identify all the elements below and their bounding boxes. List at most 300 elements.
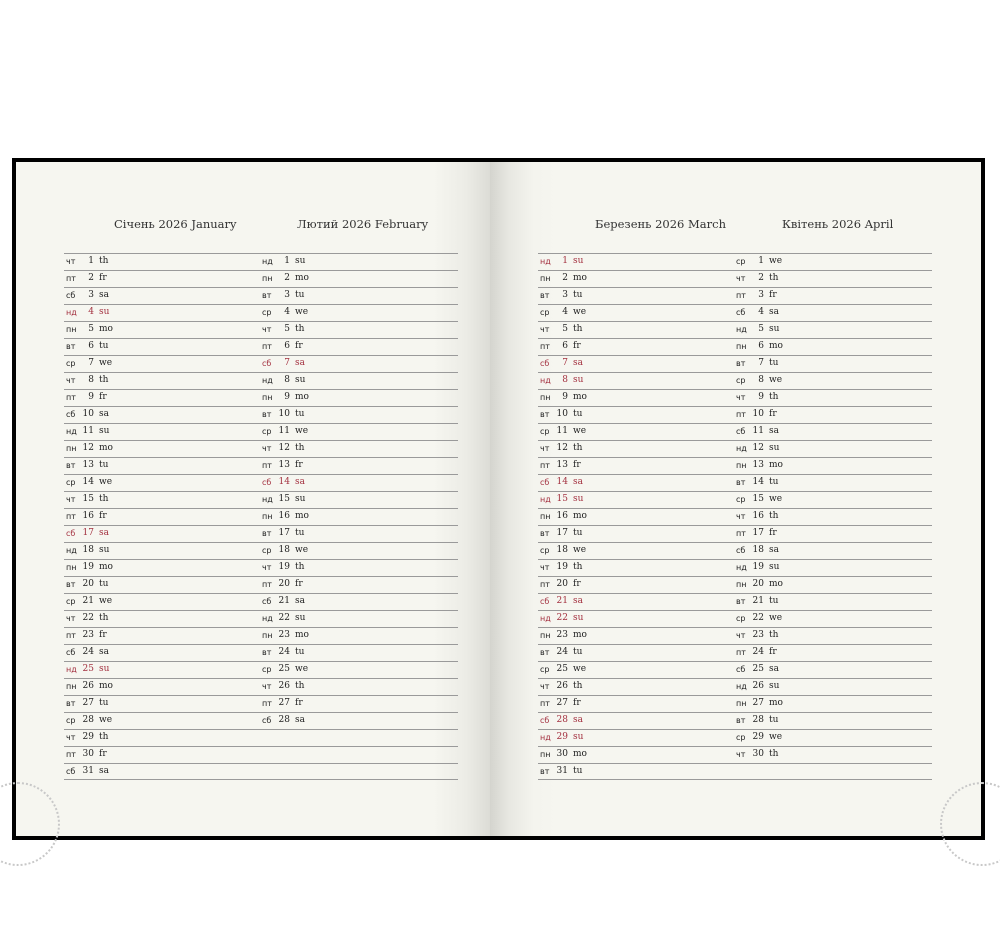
weekday-ukr: сб (262, 716, 272, 725)
day-number: 25 (82, 664, 94, 674)
day-row (538, 542, 736, 559)
day-row (260, 474, 458, 491)
weekday-ukr: вт (736, 597, 746, 606)
day-number: 17 (278, 528, 290, 538)
day-row (734, 695, 932, 712)
day-number: 28 (556, 715, 568, 725)
weekday-ukr: нд (66, 427, 77, 436)
weekday-eng: fr (769, 290, 777, 300)
day-number: 27 (82, 698, 94, 708)
weekday-eng: fr (99, 630, 107, 640)
weekday-ukr: пн (540, 512, 551, 521)
day-number: 6 (758, 341, 764, 351)
corner-pocket-decoration (0, 782, 60, 866)
weekday-eng: su (295, 375, 306, 385)
weekday-ukr: сб (66, 291, 76, 300)
weekday-ukr: пн (262, 631, 273, 640)
day-number: 11 (278, 426, 290, 436)
weekday-ukr: вт (66, 699, 76, 708)
day-row (260, 287, 458, 304)
day-row (64, 542, 262, 559)
weekday-ukr: пт (66, 274, 76, 283)
weekday-ukr: чт (540, 682, 550, 691)
weekday-eng: sa (573, 358, 583, 368)
weekday-eng: fr (295, 698, 303, 708)
day-row (64, 559, 262, 576)
day-row (734, 712, 932, 729)
weekday-eng: th (295, 562, 305, 572)
day-number: 21 (82, 596, 94, 606)
weekday-eng: we (295, 664, 309, 674)
weekday-ukr: сб (540, 716, 550, 725)
weekday-ukr: чт (540, 325, 550, 334)
weekday-eng: mo (573, 392, 587, 402)
day-number: 31 (82, 766, 94, 776)
day-row (734, 508, 932, 525)
day-number: 22 (278, 613, 290, 623)
weekday-eng: mo (295, 630, 309, 640)
day-number: 6 (88, 341, 94, 351)
day-number: 13 (82, 460, 94, 470)
weekday-ukr: пт (736, 410, 746, 419)
day-row (260, 372, 458, 389)
weekday-eng: tu (99, 579, 109, 589)
weekday-ukr: сб (540, 478, 550, 487)
weekday-eng: fr (573, 579, 581, 589)
day-row (64, 508, 262, 525)
weekday-eng: we (99, 596, 113, 606)
weekday-eng: sa (295, 715, 305, 725)
day-number: 3 (758, 290, 764, 300)
day-number: 18 (556, 545, 568, 555)
weekday-eng: mo (99, 562, 113, 572)
day-row (260, 712, 458, 729)
weekday-eng: sa (769, 426, 779, 436)
day-number: 20 (752, 579, 764, 589)
weekday-ukr: сб (262, 478, 272, 487)
day-number: 2 (758, 273, 764, 283)
day-row (260, 389, 458, 406)
weekday-ukr: сб (540, 359, 550, 368)
day-row (260, 746, 458, 763)
day-row (538, 593, 736, 610)
weekday-eng: su (295, 494, 306, 504)
day-number: 23 (752, 630, 764, 640)
day-row (538, 355, 736, 372)
weekday-eng: mo (99, 324, 113, 334)
day-number: 2 (284, 273, 290, 283)
day-number: 14 (278, 477, 290, 487)
day-number: 16 (278, 511, 290, 521)
month-column-march (538, 253, 736, 780)
weekday-eng: fr (769, 409, 777, 419)
weekday-ukr: нд (736, 682, 747, 691)
weekday-ukr: ср (262, 308, 272, 317)
weekday-eng: th (99, 256, 109, 266)
weekday-eng: we (769, 375, 783, 385)
weekday-ukr: пн (262, 512, 273, 521)
day-row (734, 593, 932, 610)
day-number: 30 (82, 749, 94, 759)
day-row (64, 423, 262, 440)
weekday-eng: we (295, 426, 309, 436)
weekday-ukr: чт (262, 325, 272, 334)
weekday-eng: tu (769, 715, 779, 725)
weekday-ukr: чт (736, 393, 746, 402)
weekday-ukr: вт (540, 291, 550, 300)
day-number: 3 (88, 290, 94, 300)
day-row (734, 610, 932, 627)
weekday-eng: tu (573, 290, 583, 300)
month-column-april (734, 253, 932, 780)
day-number: 26 (278, 681, 290, 691)
day-number: 4 (284, 307, 290, 317)
day-number: 5 (284, 324, 290, 334)
weekday-ukr: пн (736, 342, 747, 351)
day-row (64, 372, 262, 389)
day-row (260, 661, 458, 678)
weekday-eng: su (573, 613, 584, 623)
weekday-eng: th (295, 681, 305, 691)
day-row (734, 627, 932, 644)
weekday-eng: sa (295, 596, 305, 606)
day-row (260, 270, 458, 287)
weekday-eng: sa (295, 358, 305, 368)
weekday-eng: th (573, 562, 583, 572)
weekday-ukr: нд (262, 614, 273, 623)
day-row (538, 712, 736, 729)
weekday-ukr: нд (66, 665, 77, 674)
day-row (64, 355, 262, 372)
day-row (538, 746, 736, 763)
day-row (64, 338, 262, 355)
weekday-eng: su (295, 256, 306, 266)
day-number: 26 (82, 681, 94, 691)
weekday-ukr: нд (736, 563, 747, 572)
weekday-eng: tu (295, 528, 305, 538)
day-number: 1 (758, 256, 764, 266)
day-row (538, 304, 736, 321)
weekday-ukr: нд (540, 614, 551, 623)
day-row (734, 304, 932, 321)
weekday-ukr: пт (66, 750, 76, 759)
day-row (734, 661, 932, 678)
weekday-eng: mo (769, 460, 783, 470)
weekday-eng: mo (573, 273, 587, 283)
weekday-ukr: пн (66, 682, 77, 691)
weekday-eng: sa (99, 409, 109, 419)
weekday-eng: mo (295, 511, 309, 521)
day-row (734, 287, 932, 304)
weekday-ukr: пн (540, 750, 551, 759)
day-number: 19 (752, 562, 764, 572)
day-number: 29 (752, 732, 764, 742)
weekday-ukr: пт (262, 342, 272, 351)
weekday-ukr: чт (66, 614, 76, 623)
day-row (734, 576, 932, 593)
weekday-eng: th (99, 375, 109, 385)
day-number: 9 (562, 392, 568, 402)
weekday-eng: mo (573, 749, 587, 759)
weekday-ukr: нд (540, 257, 551, 266)
day-number: 5 (88, 324, 94, 334)
day-row (538, 372, 736, 389)
day-row (260, 355, 458, 372)
day-row (538, 559, 736, 576)
day-number: 9 (758, 392, 764, 402)
weekday-eng: fr (99, 511, 107, 521)
weekday-ukr: чт (262, 444, 272, 453)
day-row (734, 406, 932, 423)
day-row (734, 644, 932, 661)
weekday-eng: sa (295, 477, 305, 487)
weekday-eng: mo (573, 630, 587, 640)
weekday-eng: fr (295, 341, 303, 351)
weekday-ukr: пн (540, 631, 551, 640)
day-number: 28 (278, 715, 290, 725)
day-number: 14 (752, 477, 764, 487)
day-row (734, 491, 932, 508)
weekday-eng: sa (769, 545, 779, 555)
weekday-ukr: сб (736, 665, 746, 674)
day-number: 20 (556, 579, 568, 589)
weekday-eng: sa (573, 596, 583, 606)
day-row (734, 270, 932, 287)
weekday-eng: fr (295, 579, 303, 589)
day-number: 9 (284, 392, 290, 402)
day-number: 21 (556, 596, 568, 606)
day-number: 5 (758, 324, 764, 334)
day-row (538, 627, 736, 644)
weekday-eng: su (573, 732, 584, 742)
weekday-eng: mo (295, 392, 309, 402)
day-number: 21 (278, 596, 290, 606)
day-row (538, 763, 736, 780)
weekday-eng: th (769, 630, 779, 640)
day-number: 12 (556, 443, 568, 453)
day-number: 11 (752, 426, 764, 436)
day-number: 8 (758, 375, 764, 385)
weekday-ukr: сб (736, 308, 746, 317)
weekday-ukr: пт (262, 461, 272, 470)
day-row (734, 457, 932, 474)
weekday-eng: sa (99, 290, 109, 300)
day-row (64, 695, 262, 712)
weekday-ukr: нд (540, 495, 551, 504)
weekday-eng: su (769, 681, 780, 691)
day-number: 8 (562, 375, 568, 385)
weekday-ukr: чт (540, 563, 550, 572)
day-row (260, 457, 458, 474)
weekday-eng: th (769, 273, 779, 283)
day-number: 23 (82, 630, 94, 640)
day-row (64, 270, 262, 287)
weekday-eng: mo (769, 341, 783, 351)
weekday-ukr: вт (262, 648, 272, 657)
day-row (260, 491, 458, 508)
weekday-eng: we (573, 307, 587, 317)
day-row (260, 338, 458, 355)
weekday-ukr: нд (66, 308, 77, 317)
weekday-eng: mo (573, 511, 587, 521)
weekday-ukr: нд (262, 257, 273, 266)
day-row (538, 576, 736, 593)
weekday-eng: fr (573, 698, 581, 708)
weekday-eng: su (99, 664, 110, 674)
weekday-ukr: вт (540, 767, 550, 776)
weekday-eng: fr (99, 749, 107, 759)
day-number: 25 (752, 664, 764, 674)
day-row (64, 593, 262, 610)
weekday-ukr: ср (736, 257, 746, 266)
weekday-eng: we (769, 732, 783, 742)
weekday-ukr: сб (736, 546, 746, 555)
day-number: 24 (752, 647, 764, 657)
day-number: 10 (278, 409, 290, 419)
day-row (734, 440, 932, 457)
day-number: 24 (556, 647, 568, 657)
day-row (64, 712, 262, 729)
weekday-eng: we (573, 664, 587, 674)
weekday-ukr: пн (66, 325, 77, 334)
weekday-ukr: ср (736, 733, 746, 742)
weekday-ukr: вт (66, 342, 76, 351)
left-page (16, 162, 490, 836)
day-number: 26 (556, 681, 568, 691)
day-row (734, 559, 932, 576)
day-row (734, 372, 932, 389)
weekday-ukr: вт (262, 529, 272, 538)
weekday-ukr: сб (66, 767, 76, 776)
day-row (734, 338, 932, 355)
weekday-ukr: нд (262, 376, 273, 385)
day-number: 22 (82, 613, 94, 623)
day-row (734, 389, 932, 406)
day-row (260, 406, 458, 423)
weekday-ukr: нд (736, 444, 747, 453)
weekday-ukr: ср (66, 359, 76, 368)
weekday-eng: tu (573, 528, 583, 538)
day-number: 10 (752, 409, 764, 419)
right-page (490, 162, 981, 836)
weekday-ukr: пн (66, 563, 77, 572)
day-number: 1 (562, 256, 568, 266)
day-number: 19 (82, 562, 94, 572)
weekday-eng: tu (99, 460, 109, 470)
day-number: 29 (556, 732, 568, 742)
weekday-eng: fr (99, 392, 107, 402)
day-row (260, 304, 458, 321)
weekday-ukr: чт (540, 444, 550, 453)
day-number: 15 (556, 494, 568, 504)
weekday-eng: tu (573, 766, 583, 776)
day-row (260, 525, 458, 542)
day-row (734, 253, 932, 270)
month-title-february: Лютий 2026 February (297, 217, 429, 231)
weekday-eng: fr (573, 460, 581, 470)
weekday-eng: sa (573, 477, 583, 487)
day-number: 6 (562, 341, 568, 351)
day-number: 7 (758, 358, 764, 368)
weekday-eng: su (99, 307, 110, 317)
weekday-eng: tu (295, 647, 305, 657)
weekday-ukr: пт (540, 461, 550, 470)
day-number: 18 (278, 545, 290, 555)
weekday-eng: th (99, 732, 109, 742)
weekday-eng: we (769, 256, 783, 266)
day-number: 11 (82, 426, 94, 436)
day-number: 5 (562, 324, 568, 334)
weekday-ukr: пт (66, 393, 76, 402)
weekday-ukr: чт (66, 733, 76, 742)
day-number: 22 (752, 613, 764, 623)
day-number: 14 (82, 477, 94, 487)
day-number: 27 (278, 698, 290, 708)
weekday-eng: su (295, 613, 306, 623)
day-number: 13 (556, 460, 568, 470)
day-number: 8 (88, 375, 94, 385)
day-row (260, 729, 458, 746)
day-row (64, 627, 262, 644)
day-number: 20 (82, 579, 94, 589)
weekday-ukr: чт (736, 274, 746, 283)
day-number: 12 (82, 443, 94, 453)
weekday-eng: su (573, 375, 584, 385)
weekday-ukr: сб (66, 410, 76, 419)
weekday-eng: su (99, 426, 110, 436)
month-column-february (260, 253, 458, 780)
day-row (538, 457, 736, 474)
weekday-eng: mo (295, 273, 309, 283)
day-number: 18 (82, 545, 94, 555)
weekday-eng: fr (295, 460, 303, 470)
weekday-ukr: вт (736, 478, 746, 487)
weekday-ukr: ср (66, 597, 76, 606)
day-row (260, 627, 458, 644)
weekday-eng: mo (769, 698, 783, 708)
day-number: 29 (82, 732, 94, 742)
day-number: 21 (752, 596, 764, 606)
day-row (64, 525, 262, 542)
weekday-ukr: ср (736, 614, 746, 623)
weekday-ukr: сб (540, 597, 550, 606)
day-number: 24 (82, 647, 94, 657)
day-row (734, 746, 932, 763)
day-number: 16 (752, 511, 764, 521)
day-row (538, 695, 736, 712)
day-number: 14 (556, 477, 568, 487)
month-title-april: Квітень 2026 April (782, 217, 894, 231)
weekday-ukr: вт (736, 716, 746, 725)
weekday-eng: th (99, 613, 109, 623)
day-row (734, 321, 932, 338)
day-row (538, 661, 736, 678)
weekday-ukr: пн (540, 274, 551, 283)
weekday-eng: sa (99, 528, 109, 538)
weekday-ukr: нд (262, 495, 273, 504)
weekday-ukr: вт (540, 410, 550, 419)
day-number: 6 (284, 341, 290, 351)
weekday-eng: we (295, 307, 309, 317)
weekday-eng: tu (769, 477, 779, 487)
weekday-eng: th (99, 494, 109, 504)
weekday-eng: we (769, 494, 783, 504)
weekday-ukr: ср (540, 427, 550, 436)
day-row (734, 474, 932, 491)
weekday-eng: th (769, 511, 779, 521)
weekday-ukr: сб (66, 529, 76, 538)
weekday-eng: sa (99, 766, 109, 776)
